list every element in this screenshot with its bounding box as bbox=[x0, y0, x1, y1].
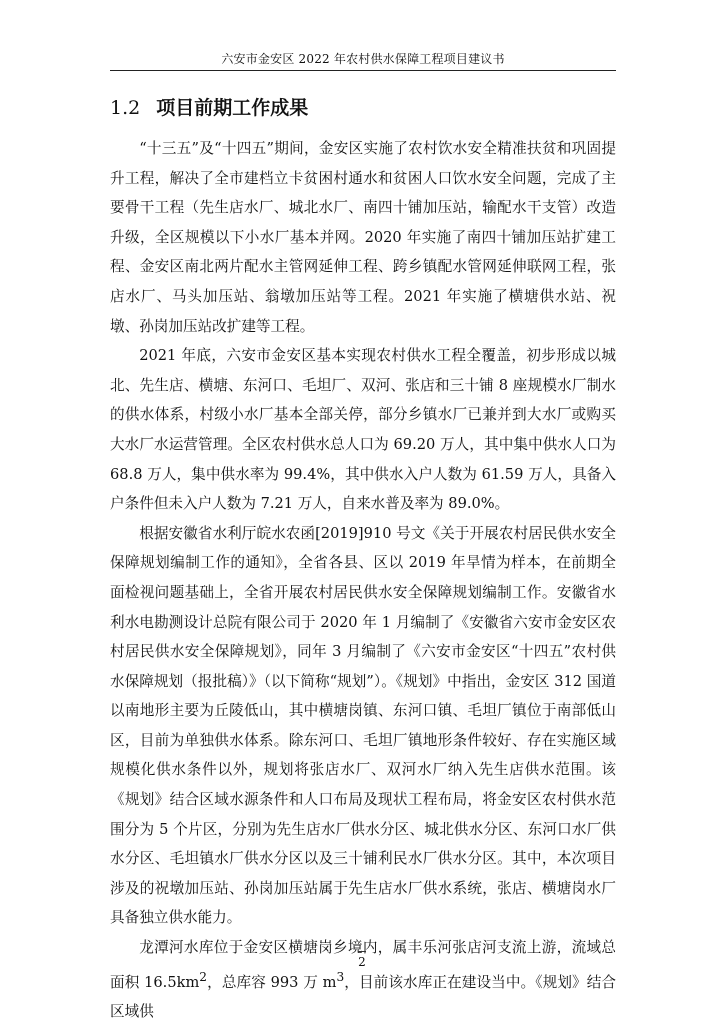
paragraph: “十三五”及“十四五”期间，金安区实施了农村饮水安全精准扶贫和巩固提升工程，解决了全市建档立卡贫困村通水和贫困人口饮水安全问题，完成了主要骨干工程（先生店水厂、城北水厂、南四十铺加压站，输配水干支管）改造升级，全区规模以下小水厂基本并网。2020 年实施了南四十铺加压站扩建工程、金安区南北两片配水主管网延伸工程、跨乡镇配水管网延伸联网工程，张店水厂、马头加压站、翁墩加压站等工程。2021 年实施了横塘供水站、祝墩、孙岗加压站改扩建等工程。 bbox=[110, 140, 616, 335]
header-divider bbox=[110, 70, 616, 71]
paragraph: 2021 年底，六安市金安区基本实现农村供水工程全覆盖，初步形成以城北、先生店、横塘、东河口、毛坦厂、双河、张店和三十铺 8 座规模水厂制水的供水体系，村级小水厂基本全部关停，部分乡镇水厂已兼并到大水厂或购买大水厂水运营管理。全区农村供水总人口为 69.20 万人，其中集中供水人口为 68.8 万人，集中供水率为 99.4%，其中供水入户人数为 61.59 万人，具备入户条件但未入户人数为 7.21 万人，自来水普及率为 89.0%。 bbox=[110, 347, 616, 513]
body-text bbox=[110, 134, 616, 1027]
footer-divider bbox=[358, 951, 366, 952]
paragraph bbox=[110, 933, 616, 1027]
paragraph-text: ，目前该水库正在建设当中。《规划》结合区域供 bbox=[110, 973, 616, 1021]
section-heading bbox=[110, 93, 308, 120]
section-title: 项目前期工作成果 bbox=[156, 97, 309, 119]
page-header: 六安市金安区 2022 年农村供水保障工程项目建议书 bbox=[221, 52, 505, 66]
superscript: 3 bbox=[336, 969, 345, 984]
paragraph-text: 龙潭河水库位于金安区横塘岗乡境内，属丰乐河张店河支流上游，流域总面积 16.5km bbox=[110, 939, 616, 991]
paragraph: 根据安徽省水利厅皖水农函[2019]910 号文《关于开展农村居民供水安全保障规划编制工作的通知》，全省各县、区以 2019 年旱情为样本，在前期全面检视问题基础上，全省开展农村居民供水安全保障规划编制工作。安徽省水利水电勘测设计总院有限公司于 2020 年 1 月编制了《安徽省六安市金安区农村居民供水安全保障规划》，同年 3 月编制了《六安市金安区“十四五”农村供水保障规划（报批稿）》（以下简称“规划”）。《规划》中指出，金安区 312 国道以南地形主要为丘陵低山，其中横塘岗镇、东河口镇、毛坦厂镇位于南部低山区，目前为单独供水体系。除东河口、毛坦厂镇地形条件较好、存在实施区域规模化供水条件以外，规划将张店水厂、双河水厂纳入先生店供水范围。该《规划》结合区域水源条件和人口布局及现状工程布局，将金安区农村供水范围分为 5 个片区，分别为先生店水厂供水分区、城北供水分区、东河口水厂供水分区、毛坦镇水厂供水分区以及三十铺利民水厂供水分区。其中，本次项目涉及的祝墩加压站、孙岗加压站属于先生店水厂供水系统，张店、横塘岗水厂具备独立供水能力。 bbox=[110, 524, 616, 927]
page-number: 2 bbox=[358, 955, 366, 969]
section-number: 1.2 bbox=[110, 97, 141, 119]
paragraph-text: ，总库容 993 万 m bbox=[207, 973, 337, 991]
superscript: 2 bbox=[199, 969, 208, 984]
